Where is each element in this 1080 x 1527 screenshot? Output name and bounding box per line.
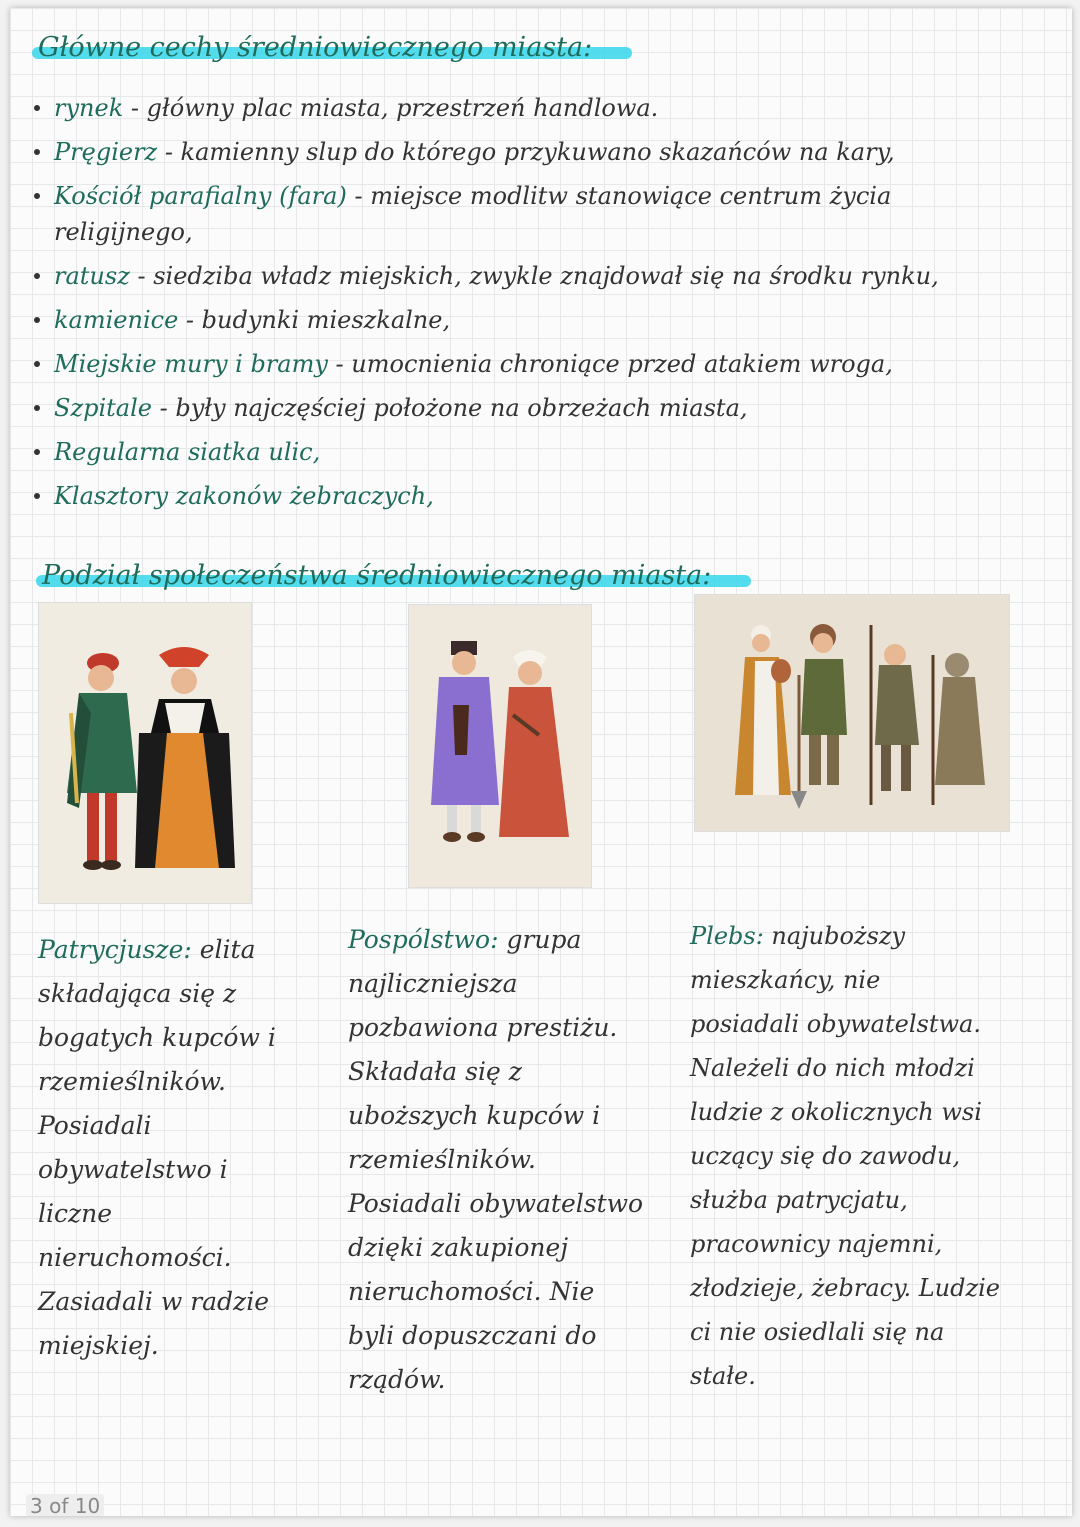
- plebs-figures-icon: [695, 595, 1009, 831]
- list-item: [34, 430, 939, 474]
- feature-term: Miejskie mury i bramy: [54, 350, 328, 378]
- text-line: pracownicy najemni,: [690, 1230, 943, 1258]
- list-item: [34, 342, 939, 386]
- class-label: Plebs:: [690, 922, 764, 950]
- text-line: Składała się z: [348, 1057, 522, 1086]
- bullet-icon: [34, 273, 40, 279]
- feature-term: kamienice: [54, 306, 179, 334]
- feature-term: Klasztory zakonów żebraczych,: [54, 482, 434, 510]
- text-line: Posiadali obywatelstwo: [348, 1189, 644, 1218]
- features-list: [34, 86, 939, 518]
- bullet-icon: [34, 449, 40, 455]
- feature-term: ratusz: [54, 262, 130, 290]
- feature-term: rynek: [54, 94, 124, 122]
- list-item: [34, 130, 939, 174]
- text-line: pozbawiona prestiżu.: [348, 1013, 618, 1042]
- text-line: mieszkańcy, nie: [690, 966, 881, 994]
- text-line: grupa: [498, 925, 582, 954]
- illustration-commoners: [408, 604, 592, 888]
- text-line: najliczniejsza: [348, 969, 518, 998]
- text-line: składająca się z: [38, 979, 237, 1008]
- text-line: ludzie z okolicznych wsi: [690, 1098, 982, 1126]
- bullet-icon: [34, 317, 40, 323]
- text-line: uboższych kupców i: [348, 1101, 601, 1130]
- feature-desc: religijnego,: [54, 218, 193, 246]
- feature-desc: - budynki mieszkalne,: [178, 306, 451, 334]
- bullet-icon: [34, 361, 40, 367]
- feature-desc: - umocnienia chroniące przed atakiem wroga,: [327, 350, 893, 378]
- text-line: dzięki zakupionej: [348, 1233, 569, 1262]
- text-line: rzemieślników.: [348, 1145, 536, 1174]
- list-item: [34, 254, 939, 298]
- list-item-continuation: [34, 210, 939, 254]
- text-line: uczący się do zawodu,: [690, 1142, 961, 1170]
- text-line: ci nie osiedlali się na: [690, 1318, 945, 1346]
- bullet-icon: [34, 105, 40, 111]
- text-line: nieruchomości.: [38, 1243, 232, 1272]
- text-line: Posiadali: [38, 1111, 152, 1140]
- text-line: miejskiej.: [38, 1331, 159, 1360]
- heading-society-division: [42, 560, 711, 591]
- feature-desc: - miejsce modlitw stanowiące centrum życia: [346, 182, 892, 210]
- text-line: obywatelstwo i: [38, 1155, 228, 1184]
- text-line: elita: [191, 935, 256, 964]
- text-line: Należeli do nich młodzi: [690, 1054, 975, 1082]
- illustration-plebs: [694, 594, 1010, 832]
- commoners-figures-icon: [409, 605, 591, 887]
- feature-term: Pręgierz: [54, 138, 158, 166]
- text-line: liczne: [38, 1199, 113, 1228]
- feature-desc: - główny plac miasta, przestrzeń handlowa.: [123, 94, 659, 122]
- bullet-icon: [34, 193, 40, 199]
- notebook-page: [10, 8, 1072, 1516]
- feature-desc: - były najczęściej położone na obrzeżach miasta,: [151, 394, 748, 422]
- text-line: Zasiadali w radzie: [38, 1287, 270, 1316]
- text-line: byli dopuszczani do: [348, 1321, 597, 1350]
- feature-desc: - siedziba władz miejskich, zwykle znajdował się na środku rynku,: [129, 262, 939, 290]
- feature-desc: - kamienny slup do którego przykuwano skazańców na kary,: [157, 138, 895, 166]
- illustration-patricians: [38, 602, 252, 904]
- text-line: nieruchomości. Nie: [348, 1277, 595, 1306]
- list-item: [34, 386, 939, 430]
- text-line: rzemieślników.: [38, 1067, 226, 1096]
- feature-term: Szpitale: [54, 394, 152, 422]
- feature-term: Regularna siatka ulic,: [54, 438, 321, 466]
- class-label: Pospólstwo:: [348, 925, 499, 954]
- text-line: służba patrycjatu,: [690, 1186, 908, 1214]
- list-item: [34, 86, 939, 130]
- patricians-figures-icon: [39, 603, 251, 903]
- list-item: [34, 298, 939, 342]
- bullet-icon: [34, 149, 40, 155]
- feature-term: Kościół parafialny (fara): [54, 182, 347, 210]
- text-line: bogatych kupców i: [38, 1023, 276, 1052]
- column-commoners: [348, 918, 678, 1402]
- page-indicator: 3 of 10: [26, 1494, 104, 1516]
- bullet-icon: [34, 405, 40, 411]
- text-line: posiadali obywatelstwa.: [690, 1010, 981, 1038]
- text-line: złodzieje, żebracy. Ludzie: [690, 1274, 1001, 1302]
- bullet-icon: [34, 493, 40, 499]
- class-label: Patrycjusze:: [38, 935, 192, 964]
- heading-city-features: [38, 32, 592, 63]
- text-line: najuboższy: [763, 922, 906, 950]
- column-patricians: [38, 928, 328, 1368]
- heading-text: Podział społeczeństwa średniowiecznego miasta:: [42, 560, 712, 591]
- text-line: stałe.: [690, 1362, 756, 1390]
- text-line: rządów.: [348, 1365, 446, 1394]
- column-plebs: [690, 914, 1062, 1398]
- list-item: [34, 474, 939, 518]
- heading-text: Główne cechy średniowiecznego miasta:: [38, 32, 593, 63]
